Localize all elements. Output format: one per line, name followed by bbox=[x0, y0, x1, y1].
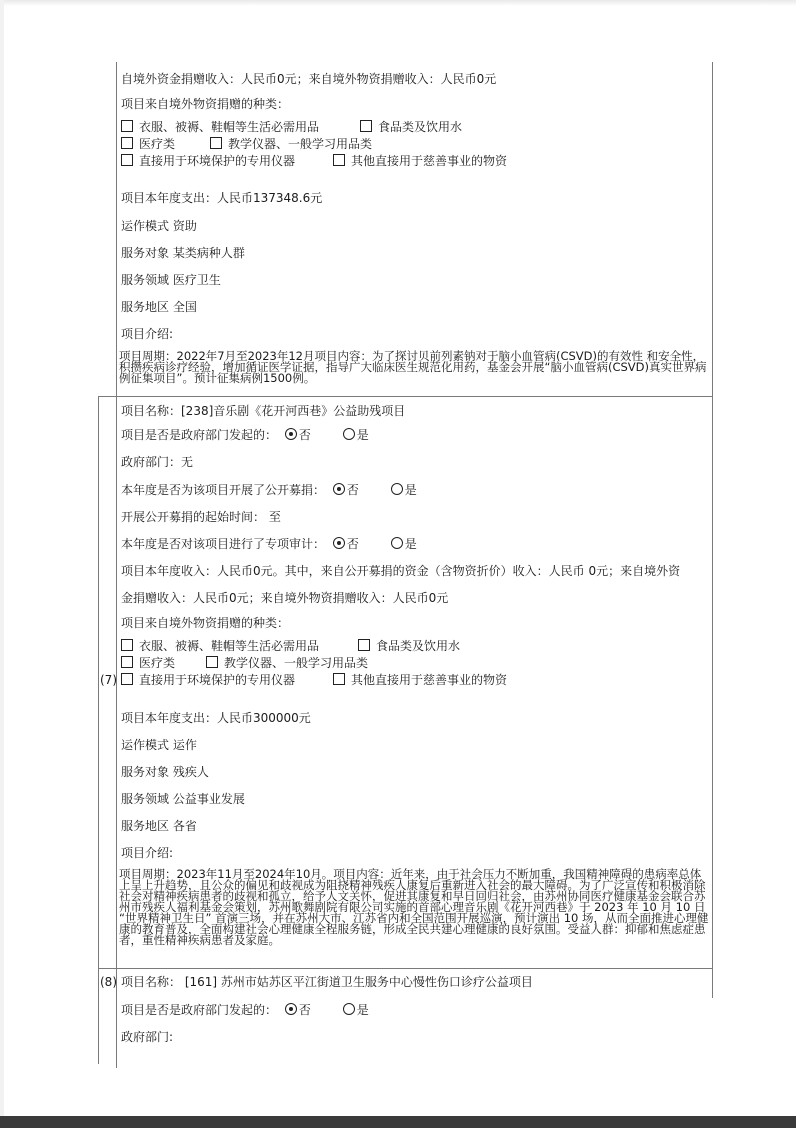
checkbox-label: 其他直接用于慈善事业的物资 bbox=[351, 154, 508, 168]
expense-line: 项目本年度支出：人民币137348.6元 bbox=[121, 191, 323, 205]
checkbox-other[interactable] bbox=[333, 154, 507, 168]
radio-no-label: 否 bbox=[346, 537, 359, 551]
gov-dept-line: 政府部门：无 bbox=[121, 455, 194, 469]
radio-yes-label: 是 bbox=[404, 483, 417, 497]
page-edge-left bbox=[0, 0, 4, 1116]
gov-initiated-question bbox=[121, 428, 369, 442]
radio-yes-label: 是 bbox=[356, 428, 369, 442]
checkbox-environment[interactable] bbox=[121, 673, 295, 687]
mode-line: 运作模式 运作 bbox=[121, 738, 197, 752]
item-number: (7) bbox=[100, 673, 117, 687]
income-line-1: 项目本年度收入：人民币0元。其中，来自公开募捐的资金（含物资折价）收入：人民币 0元；来自境外资 bbox=[121, 564, 681, 578]
row-divider bbox=[98, 968, 713, 969]
checkbox-food[interactable] bbox=[358, 639, 460, 653]
checkbox-label: 衣服、被褥、鞋帽等生活必需用品 bbox=[139, 639, 320, 653]
radio-yes[interactable] bbox=[343, 428, 355, 440]
fundraising-start-line: 开展公开募捐的起始时间： 至 bbox=[121, 510, 281, 524]
gov-dept-line: 政府部门: bbox=[121, 1030, 174, 1044]
radio-no-label: 否 bbox=[346, 483, 359, 497]
checkbox-box[interactable] bbox=[121, 673, 133, 685]
item-number: (8) bbox=[100, 975, 117, 989]
field-line: 服务领域 医疗卫生 bbox=[121, 273, 221, 287]
page-edge-top bbox=[0, 0, 796, 6]
radio-yes[interactable] bbox=[391, 537, 403, 549]
row-divider bbox=[98, 396, 713, 397]
radio-no-selected[interactable] bbox=[285, 1003, 297, 1015]
checkbox-label: 食品类及饮用水 bbox=[376, 639, 461, 653]
foreign-income-line: 自境外资金捐赠收入：人民币0元；来自境外物资捐赠收入：人民币0元 bbox=[121, 72, 497, 86]
intro-label: 项目介绍: bbox=[121, 846, 174, 860]
checkbox-label: 医疗类 bbox=[139, 656, 176, 670]
project-name: 项目名称：[238]音乐剧《花开河西巷》公益助残项目 bbox=[121, 404, 406, 418]
checkbox-box[interactable] bbox=[121, 154, 133, 166]
radio-yes[interactable] bbox=[343, 1003, 355, 1015]
question-label: 项目是否是政府部门发起的： bbox=[121, 428, 278, 442]
intro-text: 项目周期：2023年11月至2024年10月。项目内容：近年来，由于社会压力不断加重，我国精神障碍的患病率总体上呈上升趋势，且公众的偏见和歧视成为阻挠精神残疾人康复后重新进入社会的最大障碍。为了广泛宣传和积极消除社会对精神疾病患者的歧视和孤立，给予人文关怀，促进其康复和早日回归社会，由苏州协同医疗健康基金会联合苏州市残疾人福利基金会策划，苏州歌舞剧院有限公司实施的首部心理音乐剧《花开河西巷》于 2023 年 10 月 10 日 “世界精神卫生日” 首演三场，并在苏州大市、江苏省内和全国范围开展巡演，预计演出 10 场，从而全面推进心理健康的教育普及，全面构建社会心理健康全程服务链，形成全民共建心理健康的良好氛围。受益人群：抑郁和焦虑症患者，重性精神疾病患者及家庭。 bbox=[119, 867, 709, 947]
checkbox-label: 直接用于环境保护的专用仪器 bbox=[139, 673, 296, 687]
checkbox-box[interactable] bbox=[210, 137, 222, 149]
radio-no-label: 否 bbox=[298, 1003, 311, 1017]
checkbox-box[interactable] bbox=[121, 137, 133, 149]
checkbox-label: 食品类及饮用水 bbox=[378, 120, 463, 134]
checkbox-box[interactable] bbox=[333, 154, 345, 166]
checkbox-box[interactable] bbox=[360, 120, 372, 132]
question-label: 项目是否是政府部门发起的： bbox=[121, 1003, 278, 1017]
checkbox-daily-necessities[interactable] bbox=[121, 120, 319, 134]
checkbox-box[interactable] bbox=[333, 673, 345, 685]
checkbox-label: 直接用于环境保护的专用仪器 bbox=[139, 154, 296, 168]
expense-line: 项目本年度支出：人民币300000元 bbox=[121, 711, 311, 725]
checkbox-other[interactable] bbox=[333, 673, 507, 687]
checkbox-teaching[interactable] bbox=[206, 656, 368, 670]
checkbox-medical[interactable] bbox=[121, 137, 175, 151]
radio-no-selected[interactable] bbox=[285, 428, 297, 440]
scan-bottom-edge bbox=[0, 1116, 796, 1128]
region-line: 服务地区 全国 bbox=[121, 300, 197, 314]
table-left-border bbox=[116, 62, 117, 1068]
field-line: 服务领域 公益事业发展 bbox=[121, 792, 245, 806]
radio-no-selected[interactable] bbox=[333, 483, 345, 495]
project-name: 项目名称： [161] 苏州市姑苏区平江街道卫生服务中心慢性伤口诊疗公益项目 bbox=[121, 975, 533, 989]
radio-yes-label: 是 bbox=[404, 537, 417, 551]
checkbox-teaching[interactable] bbox=[210, 137, 372, 151]
checkbox-medical[interactable] bbox=[121, 656, 175, 670]
checkbox-box[interactable] bbox=[121, 639, 133, 651]
checkbox-label: 教学仪器、一般学习用品类 bbox=[228, 137, 373, 151]
target-line: 服务对象 某类病种人群 bbox=[121, 246, 245, 260]
checkbox-box[interactable] bbox=[121, 120, 133, 132]
public-fundraising-question bbox=[121, 483, 417, 497]
radio-yes-label: 是 bbox=[356, 1003, 369, 1017]
checkbox-label: 衣服、被褥、鞋帽等生活必需用品 bbox=[139, 120, 320, 134]
checkbox-box[interactable] bbox=[358, 639, 370, 651]
income-line-2: 金捐赠收入：人民币0元；来自境外物资捐赠收入：人民币0元 bbox=[121, 591, 449, 605]
checkbox-label: 医疗类 bbox=[139, 137, 176, 151]
category-title: 项目来自境外物资捐赠的种类： bbox=[121, 616, 290, 630]
table-right-border bbox=[712, 62, 713, 998]
radio-no-selected[interactable] bbox=[333, 537, 345, 549]
gov-initiated-question bbox=[121, 1003, 369, 1017]
question-label: 本年度是否为该项目开展了公开募捐： bbox=[121, 483, 326, 497]
checkbox-food[interactable] bbox=[360, 120, 462, 134]
radio-yes[interactable] bbox=[391, 483, 403, 495]
question-label: 本年度是否对该项目进行了专项审计： bbox=[121, 537, 326, 551]
region-line: 服务地区 各省 bbox=[121, 819, 197, 833]
intro-text: 项目周期：2022年7月至2023年12月项目内容：为了探讨贝前列素钠对于脑小血管病(CSVD)的有效性 和安全性，积攒疾病诊疗经验，增加循证医学证据，指导广大临床医生规范化用药，基金会开展“脑小血管病(CSVD)真实世界病例征集项目”。预计征集病例1500例。 bbox=[119, 349, 707, 385]
category-title: 项目来自境外物资捐赠的种类： bbox=[121, 97, 290, 111]
checkbox-daily-necessities[interactable] bbox=[121, 639, 319, 653]
checkbox-environment[interactable] bbox=[121, 154, 295, 168]
target-line: 服务对象 残疾人 bbox=[121, 765, 209, 779]
intro-label: 项目介绍: bbox=[121, 327, 174, 341]
checkbox-box[interactable] bbox=[206, 656, 218, 668]
audit-question bbox=[121, 537, 417, 551]
mode-line: 运作模式 资助 bbox=[121, 219, 197, 233]
checkbox-label: 教学仪器、一般学习用品类 bbox=[224, 656, 369, 670]
number-column-border bbox=[98, 396, 99, 1064]
checkbox-label: 其他直接用于慈善事业的物资 bbox=[351, 673, 508, 687]
radio-no-label: 否 bbox=[298, 428, 311, 442]
checkbox-box[interactable] bbox=[121, 656, 133, 668]
